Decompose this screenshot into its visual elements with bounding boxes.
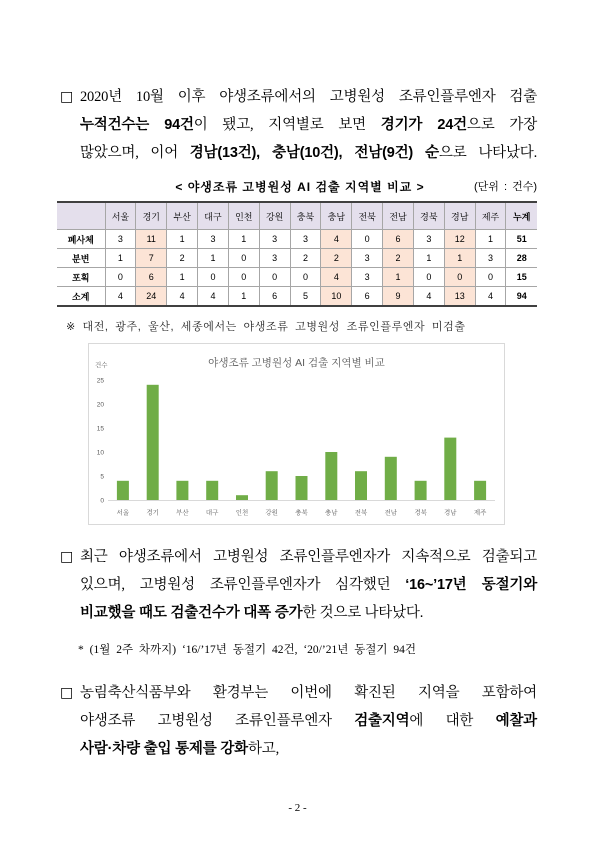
chart-bar (147, 385, 159, 500)
column-header: 경북 (413, 202, 444, 230)
chart-bar (236, 495, 248, 500)
column-header: 충남 (321, 202, 352, 230)
x-tick-label: 강원 (265, 509, 278, 517)
table-cell: 0 (290, 268, 321, 287)
table-cell: 0 (228, 249, 259, 268)
chart-title: 야생조류 고병원성 AI 검출 지역별 비교 (208, 357, 385, 369)
table-cell: 0 (259, 268, 290, 287)
table-cell: 3 (105, 230, 136, 249)
table-cell: 2 (383, 249, 414, 268)
table-cell: 1 (105, 249, 136, 268)
page-number: - 2 - (288, 802, 307, 814)
x-tick-label: 전북 (354, 509, 368, 517)
column-header: 전북 (352, 202, 383, 230)
table-cell: 1 (198, 249, 229, 268)
y-tick-label: 25 (96, 377, 104, 385)
table-cell: 6 (352, 287, 383, 307)
chart-bar (296, 476, 308, 500)
x-tick-label: 경남 (444, 509, 457, 517)
emphasis-text: 경기가 24건 (380, 117, 467, 133)
paragraph-line (80, 83, 537, 111)
y-tick-label: 20 (96, 401, 104, 409)
table-cell: 1 (413, 249, 444, 268)
table-row (57, 249, 537, 268)
body-text: 이 됐고, 지역별로 보면 (193, 117, 381, 133)
paragraph-detection-summary (60, 83, 537, 167)
column-header: 누계 (506, 202, 537, 230)
y-tick-label: 15 (96, 425, 104, 433)
table-corner-cell (57, 202, 105, 230)
x-tick-label: 전남 (384, 509, 398, 517)
table-row (57, 287, 537, 307)
body-text: 한 것으로 나타났다. (302, 605, 424, 621)
table-cell: 11 (136, 230, 167, 249)
table-title: < 야생조류 고병원성 AI 검출 지역별 비교 > (175, 180, 425, 194)
body-text: 많았으며, 이어 (80, 145, 190, 161)
x-tick-label: 제주 (473, 509, 487, 517)
body-text: 있으며, 고병원성 조류인플루엔자가 심각했던 (80, 577, 406, 593)
table-cell: 3 (413, 230, 444, 249)
regional-detection-table (57, 201, 537, 307)
chart-bar (325, 452, 337, 500)
table-cell: 12 (444, 230, 475, 249)
table-cell: 3 (259, 230, 290, 249)
table-cell: 2 (167, 249, 198, 268)
chart-bar (206, 481, 218, 500)
table-cell: 3 (475, 249, 506, 268)
square-bullet-icon: □ (60, 89, 74, 105)
paragraph-line (80, 139, 537, 167)
table-row (57, 230, 537, 249)
table-cell: 13 (444, 287, 475, 307)
y-tick-label: 0 (100, 497, 104, 505)
table-cell: 4 (105, 287, 136, 307)
table-cell: 3 (290, 230, 321, 249)
paragraph-line (80, 111, 537, 139)
table-cell: 5 (290, 287, 321, 307)
chart-bar (385, 457, 397, 500)
table-cell: 0 (413, 268, 444, 287)
table-cell: 6 (136, 268, 167, 287)
table-cell: 0 (198, 268, 229, 287)
table-cell: 0 (352, 230, 383, 249)
row-label: 포획 (57, 268, 105, 287)
table-row (57, 268, 537, 287)
table-cell: 0 (475, 268, 506, 287)
chart-bar (176, 481, 188, 500)
table-cell: 24 (136, 287, 167, 307)
paragraph-control-measures (60, 679, 537, 763)
body-text: 하고, (248, 741, 280, 757)
table-cell: 0 (228, 268, 259, 287)
x-tick-label: 충남 (325, 509, 338, 517)
table-cell: 1 (167, 268, 198, 287)
body-text: 2020년 10월 이후 야생조류에서의 고병원성 조류인플루엔자 검출 (80, 89, 537, 105)
column-header: 제주 (475, 202, 506, 230)
paragraph-line (80, 707, 537, 735)
table-cell: 3 (352, 268, 383, 287)
emphasis-text: 예찰과 (495, 713, 537, 729)
table-cell: 1 (167, 230, 198, 249)
total-cell: 28 (506, 249, 537, 268)
emphasis-text: 검출지역 (354, 713, 410, 729)
x-tick-label: 서울 (116, 509, 130, 517)
chart-bar (355, 471, 367, 500)
emphasis-text: 경남(13건), 충남(10건), 전남(9건) 순 (189, 145, 439, 161)
paragraph-line (80, 571, 537, 599)
table-cell: 0 (105, 268, 136, 287)
paragraph-line (80, 735, 537, 763)
total-cell: 94 (506, 287, 537, 307)
column-header: 서울 (105, 202, 136, 230)
square-bullet-icon: □ (60, 549, 74, 565)
table-body (57, 230, 537, 307)
table-cell: 10 (321, 287, 352, 307)
row-label: 소계 (57, 287, 105, 307)
table-cell: 1 (475, 230, 506, 249)
column-header: 경남 (444, 202, 475, 230)
table-cell: 0 (444, 268, 475, 287)
body-text: 최근 야생조류에서 고병원성 조류인플루엔자가 지속적으로 검출되고 (80, 549, 537, 565)
table-cell: 4 (167, 287, 198, 307)
paragraph-line (80, 599, 537, 627)
table-unit: (단위 : 건수) (474, 181, 537, 193)
body-text: 농림축산식품부와 환경부는 이번에 확진된 지역을 포함하여 (80, 685, 537, 701)
x-tick-label: 충북 (295, 509, 308, 517)
column-header: 경기 (136, 202, 167, 230)
table-cell: 4 (198, 287, 229, 307)
body-text: 에 대한 (409, 713, 496, 729)
y-tick-label: 10 (96, 449, 104, 457)
table-cell: 4 (475, 287, 506, 307)
body-text: 으로 가장 (466, 117, 537, 133)
emphasis-text: 누적건수는 94건 (80, 117, 194, 133)
table-cell: 7 (136, 249, 167, 268)
column-header: 부산 (167, 202, 198, 230)
chart-bar (415, 481, 427, 500)
total-cell: 51 (506, 230, 537, 249)
body-text: 으로 나타났다. (439, 145, 538, 161)
y-axis-label: 건수 (95, 362, 108, 369)
body-text: 야생조류 고병원성 조류인플루엔자 (80, 713, 355, 729)
x-tick-label: 경기 (146, 509, 159, 517)
row-label: 분변 (57, 249, 105, 268)
table-cell: 6 (383, 230, 414, 249)
table-cell: 1 (383, 268, 414, 287)
chart-bar (117, 481, 129, 500)
table-cell: 1 (444, 249, 475, 268)
table-cell: 1 (228, 287, 259, 307)
emphasis-text: ‘16~’17년 동절기와 (405, 577, 537, 593)
table-cell: 3 (198, 230, 229, 249)
table-header-row (57, 202, 537, 230)
table-cell: 3 (352, 249, 383, 268)
column-header: 대구 (198, 202, 229, 230)
table-cell: 9 (383, 287, 414, 307)
paragraph-line (80, 543, 537, 571)
table-cell: 1 (228, 230, 259, 249)
paragraph-line (80, 679, 537, 707)
y-tick-label: 5 (100, 473, 104, 481)
x-tick-label: 경북 (414, 509, 427, 517)
chart-bar (444, 438, 456, 500)
table-cell: 6 (259, 287, 290, 307)
table-cell: 2 (290, 249, 321, 268)
table-cell: 2 (321, 249, 352, 268)
column-header: 인천 (228, 202, 259, 230)
chart-bar (266, 471, 278, 500)
x-tick-label: 대구 (205, 509, 219, 517)
emphasis-text: 사람·차량 출입 통제를 강화 (80, 741, 248, 757)
x-tick-label: 인천 (235, 509, 249, 517)
column-header: 강원 (259, 202, 290, 230)
footnote: * (1월 2주 차까지) ‘16/’17년 동절기 42건, ‘20/’21년 동절기 94건 (78, 644, 417, 656)
table-cell: 4 (321, 230, 352, 249)
table-cell: 4 (413, 287, 444, 307)
table-cell: 4 (321, 268, 352, 287)
square-bullet-icon: □ (60, 685, 74, 701)
table-cell: 3 (259, 249, 290, 268)
chart-bar (474, 481, 486, 500)
row-label: 폐사체 (57, 230, 105, 249)
total-cell: 15 (506, 268, 537, 287)
table-note: ※ 대전, 광주, 울산, 세종에서는 야생조류 고병원성 조류인플루엔자 미검출 (66, 321, 466, 333)
paragraph-trend-comparison (60, 543, 537, 627)
x-tick-label: 부산 (176, 509, 189, 517)
bar-chart (88, 343, 505, 525)
column-header: 전남 (383, 202, 414, 230)
column-header: 충북 (290, 202, 321, 230)
emphasis-text: 비교했을 때도 검출건수가 대폭 증가 (80, 605, 303, 621)
